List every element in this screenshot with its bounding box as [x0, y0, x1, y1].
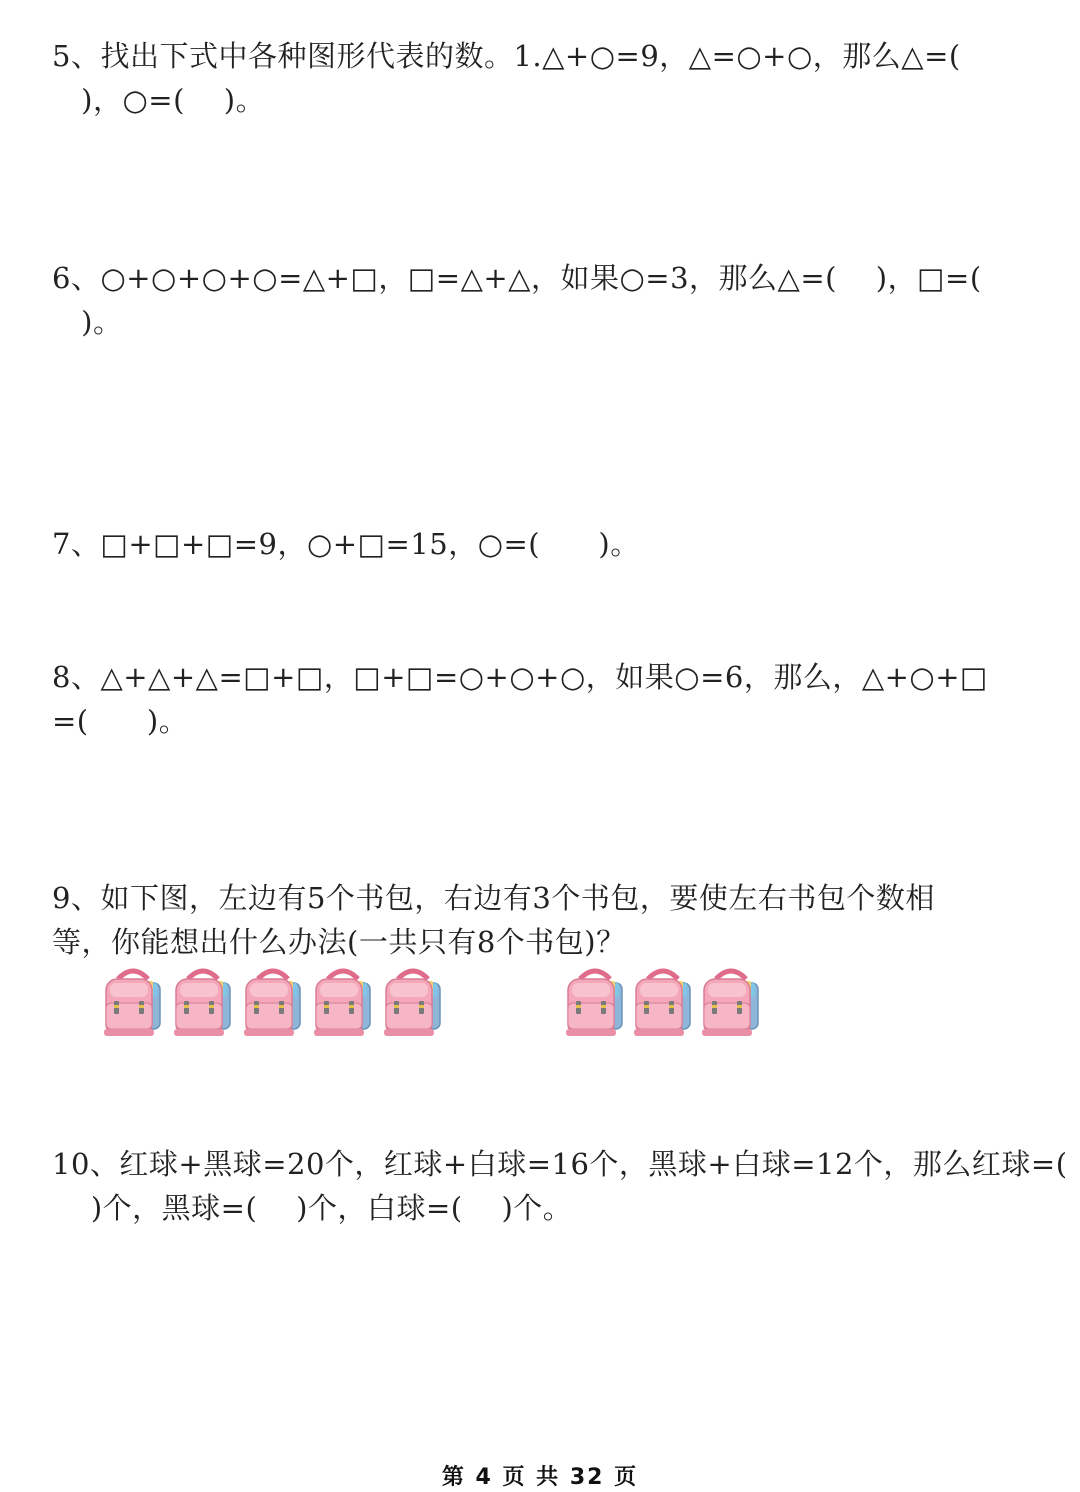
backpack-group-left	[100, 965, 460, 1045]
question-8	[52, 655, 1037, 743]
question-9	[52, 876, 1037, 964]
question-line: 5、找出下式中各种图形代表的数。1.△+○=9，△=○+○，那么△=(	[52, 39, 961, 73]
question-line: )。	[52, 305, 123, 339]
backpack-icon	[100, 965, 166, 1039]
backpack-icon	[310, 965, 376, 1039]
question-6	[52, 256, 1037, 344]
backpack-group-right	[562, 965, 782, 1045]
backpack-icon	[630, 965, 696, 1039]
backpack-icon	[240, 965, 306, 1039]
page-footer: 第 4 页 共 32 页	[441, 1465, 639, 1490]
backpack-icon	[380, 965, 446, 1039]
question-line: 10、红球+黑球=20个，红球+白球=16个，黑球+白球=12个，那么红球=(	[52, 1147, 1068, 1181]
question-7	[52, 522, 1037, 566]
backpack-icon	[170, 965, 236, 1039]
backpack-icon	[562, 965, 628, 1039]
question-5	[52, 34, 1037, 122]
question-10	[52, 1142, 1068, 1230]
question-line: 等，你能想出什么办法(一共只有8个书包)？	[52, 925, 626, 959]
question-line: )个，黑球=( )个，白球=( )个。	[52, 1191, 573, 1225]
question-line: 6、○+○+○+○=△+□，□=△+△，如果○=3，那么△=( )，□=(	[52, 261, 982, 295]
question-line: 8、△+△+△=□+□，□+□=○+○+○，如果○=6，那么，△+○+□	[52, 660, 988, 694]
question-line: =( )。	[52, 704, 189, 738]
question-line: )，○=( )。	[52, 83, 266, 117]
question-line: 7、□+□+□=9，○+□=15，○=( )。	[52, 527, 640, 561]
question-line: 9、如下图，左边有5个书包，右边有3个书包，要使左右书包个数相	[52, 881, 935, 915]
backpack-icon	[698, 965, 764, 1039]
